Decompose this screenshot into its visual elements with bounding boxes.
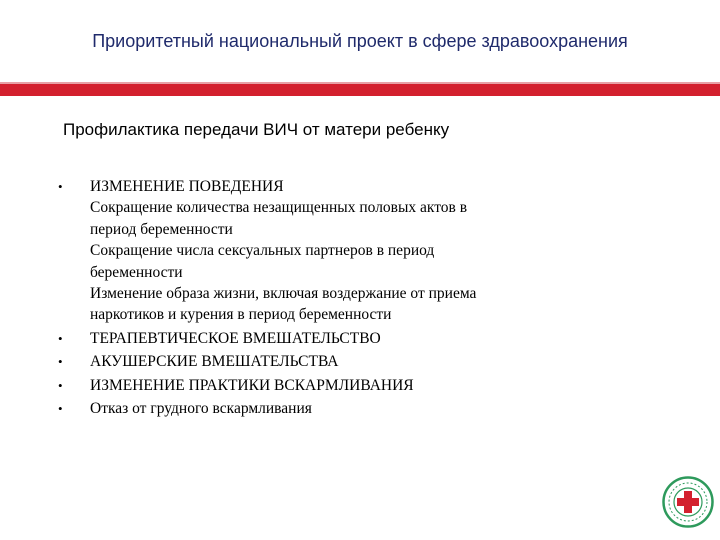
bullet-dot-icon: • <box>58 354 63 370</box>
bullet-dot-icon: • <box>58 179 63 194</box>
bullet-text-line: Сокращение числа сексуальных партнеров в период <box>90 242 435 260</box>
bullet-item-feeding <box>55 375 665 396</box>
bullet-list <box>55 176 665 421</box>
bullet-heading: ТЕРАПЕВТИЧЕСКОЕ ВМЕШАТЕЛЬСТВО <box>90 329 381 347</box>
bullet-item-therapeutic <box>55 328 665 349</box>
bullet-item-obstetric <box>55 351 665 372</box>
slide-subtitle: Профилактика передачи ВИЧ от матери ребенку <box>63 120 450 139</box>
bullet-dot-icon: • <box>58 330 63 346</box>
bullet-text-line: Изменение образа жизни, включая воздержание от приема <box>90 285 477 303</box>
bullet-heading: ИЗМЕНЕНИЕ ПРАКТИКИ ВСКАРМЛИВАНИЯ <box>90 376 414 394</box>
bullet-heading: АКУШЕРСКИЕ ВМЕШАТЕЛЬСТВА <box>90 353 339 371</box>
bullet-text-line: беременности <box>90 263 183 281</box>
bullet-item-breastfeeding <box>55 398 665 419</box>
bullet-text-line: период беременности <box>90 220 233 238</box>
header-divider-bar <box>0 84 720 96</box>
bullet-item-behavior <box>55 176 665 326</box>
bullet-dot-icon: • <box>58 377 63 393</box>
bullet-heading: Отказ от грудного вскармливания <box>90 400 312 418</box>
bullet-dot-icon: • <box>58 401 63 417</box>
slide-header-title: Приоритетный национальный проект в сфере здравоохранения <box>92 31 628 51</box>
red-cross-emblem-icon <box>662 476 714 528</box>
bullet-text-line: Сокращение количества незащищенных половых актов в <box>90 199 468 217</box>
bullet-heading: ИЗМЕНЕНИЕ ПОВЕДЕНИЯ <box>90 178 284 195</box>
bullet-text-line: наркотиков и курения в период беременности <box>90 306 392 324</box>
